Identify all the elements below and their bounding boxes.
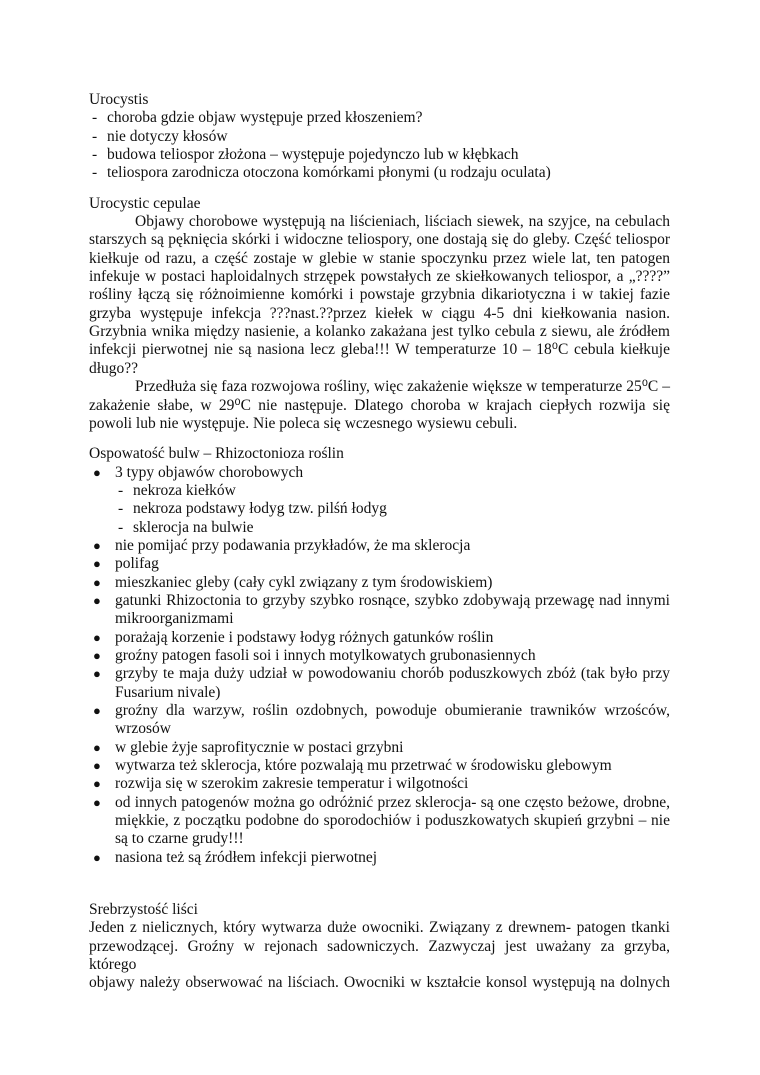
list-item-text: mieszkaniec gleby (cały cykl związany z tym środowiskiem) — [115, 573, 493, 591]
list-item-text: nekroza kiełków — [133, 481, 236, 499]
spacer — [89, 183, 670, 195]
list-item-text: groźny patogen fasoli soi i innych motylkowatych grubonasiennych — [115, 646, 536, 664]
document-page — [89, 91, 670, 993]
dash-marker: - — [92, 109, 98, 127]
paragraph-line: starszych są pęknięcia skórki i widoczne teliospory, one dostają się do gleby. Część teliospor — [89, 231, 670, 249]
bullet-list-item — [89, 849, 670, 867]
paragraph-line: objawy należy obserwować na liściach. Owocniki w kształcie konsol występują na dolnych — [89, 974, 670, 992]
section-heading: Urocystic cepulae — [89, 194, 201, 212]
list-item-text: 3 typy objawów chorobowych — [115, 463, 304, 481]
paragraph-line: Objawy chorobowe występują na liścieniach, liściach siewek, na szyjce, na cebulach — [135, 213, 670, 231]
bullet-icon: ● — [93, 647, 101, 663]
dash-marker: - — [118, 481, 124, 499]
bullet-list-item — [89, 464, 670, 482]
bullet-list-item — [89, 537, 670, 555]
list-item-text: choroba gdzie objaw występuje przed kłoszeniem? — [107, 109, 423, 127]
dash-marker: - — [118, 500, 124, 518]
paragraph-line: długo?? — [89, 359, 139, 377]
dash-list-item — [89, 146, 670, 164]
paragraph-line: zakażenie słabe, w 29⁰C nie następuje. Dlatego choroba w krajach ciepłych rozwija się — [89, 396, 670, 414]
paragraph-line: rośliny łączą się różnoimienne komórki i powstaje grzybnia dikariotyczna i w takiej fazie — [89, 286, 670, 304]
list-item-text: wrzosów — [115, 720, 171, 738]
bullet-icon: ● — [93, 739, 101, 755]
list-item-text: w glebie żyje saprofitycznie w postaci grzybni — [115, 738, 404, 756]
paragraph-line: infekcji pierwotnej nie są nasiona lecz gleba!!! W temperaturze 10 – 18⁰C cebula kiełkuje — [89, 341, 670, 359]
paragraph-line: grzyba występuje infekcja ???nast.??przez kiełek w ciągu 4-5 dni kiełkowania nasion. — [89, 304, 670, 322]
sub-list-item — [89, 500, 670, 518]
paragraph — [89, 919, 670, 992]
list-item-text: budowa teliospor złożona – występuje pojedynczo lub w kłębkach — [107, 146, 519, 164]
paragraph-line: Grzybnia wnika między nasienie, a kolanko zakażana jest tylko cebula z siewu, ale źródłem — [89, 323, 670, 341]
list-item-text: sklerocja na bulwie — [133, 518, 254, 536]
list-item-text: mikroorganizmami — [115, 610, 234, 628]
bullet-icon: ● — [93, 758, 101, 774]
bullet-list-item — [89, 647, 670, 665]
bullet-icon: ● — [93, 629, 101, 645]
list-item-text: wytwarza też sklerocja, które pozwalają mu przetrwać w środowisku glebowym — [115, 757, 612, 775]
bullet-list-item — [89, 775, 670, 793]
list-item-text: od innych patogenów można go odróżnić przez sklerocja- są one często beżowe, drobne, — [115, 793, 670, 811]
spacer — [89, 433, 670, 445]
dash-marker: - — [92, 146, 98, 164]
section-heading: Urocystis — [89, 91, 149, 108]
list-item-text: nekroza podstawy łodyg tzw. pilśń łodyg — [133, 500, 387, 518]
list-item-text: rozwija się w szerokim zakresie temperatur i wilgotności — [115, 775, 469, 793]
bullet-list-item — [89, 592, 670, 629]
list-item-text: porażają korzenie i podstawy łodyg różnych gatunków roślin — [115, 628, 494, 646]
section-heading: Ospowatość bulw – Rhizoctonioza roślin — [89, 445, 344, 463]
list-item-text: teliospora zarodnicza otoczona komórkami płonymi (u rodzaju oculata) — [107, 164, 551, 182]
bullet-list-item — [89, 665, 670, 702]
paragraph-line: infekuje w postaci haploidalnych strzępek powstałych ze skiełkowanych teliospor, a „????” — [89, 268, 670, 286]
list-item-text: nie pomijać przy podawania przykładów, że ma sklerocja — [115, 536, 471, 554]
list-item-text: są to czarne grudy!!! — [115, 830, 244, 848]
bullet-icon: ● — [93, 537, 101, 553]
bullet-icon: ● — [93, 776, 101, 792]
bullet-icon: ● — [93, 666, 101, 682]
list-item-text: polifag — [115, 555, 159, 573]
bullet-list-item — [89, 555, 670, 573]
dash-list-item — [89, 128, 670, 146]
dash-marker: - — [118, 518, 124, 536]
bullet-icon: ● — [93, 556, 101, 572]
paragraph-line: Przedłuża się faza rozwojowa rośliny, więc zakażenie większe w temperaturze 25⁰C – — [135, 378, 670, 396]
bullet-list-item — [89, 739, 670, 757]
sub-list-item — [89, 519, 670, 537]
bullet-icon: ● — [93, 464, 101, 480]
bullet-list-item — [89, 757, 670, 775]
spacer — [89, 867, 670, 901]
list-item-text: nie dotyczy kłosów — [107, 127, 228, 145]
bullet-icon: ● — [93, 592, 101, 608]
bullet-list-item — [89, 794, 670, 849]
bullet-list — [89, 464, 670, 868]
bullet-icon: ● — [93, 849, 101, 865]
list-item-text: nasiona też są źródłem infekcji pierwotnej — [115, 848, 378, 866]
dash-marker: - — [92, 127, 98, 145]
list-item-text: Fusarium nivale) — [115, 683, 221, 701]
paragraph-line: kiełkuje od razu, a część zostaje w glebie w stanie spoczynku przez wiele lat, ten patogen — [89, 249, 670, 267]
list-item-text: grzyby te maja duży udział w powodowaniu chorób poduszkowych zbóż (tak było przy — [115, 665, 670, 683]
list-item-text: miękkie, z początku podobne do sporodochiów i poduszkowatych skupień grzybni – nie — [115, 812, 670, 830]
sub-list-item — [89, 482, 670, 500]
paragraph-line: przewodzącej. Groźny w rejonach sadowniczych. Zazwyczaj jest uważany za grzyba, którego — [89, 937, 670, 974]
bullet-list-item — [89, 574, 670, 592]
list-item-text: groźny dla warzyw, roślin ozdobnych, powoduje obumieranie trawników wrzośców, — [115, 702, 670, 719]
dash-list-item — [89, 164, 670, 182]
bullet-icon: ● — [93, 703, 101, 718]
bullet-icon: ● — [93, 574, 101, 590]
dash-marker: - — [92, 164, 98, 182]
paragraph — [89, 378, 670, 433]
bullet-list-item — [89, 702, 670, 739]
dash-list — [89, 109, 670, 182]
list-item-text: gatunki Rhizoctonia to grzyby szybko rosnące, szybko zdobywają przewagę nad innymi — [115, 591, 670, 609]
bullet-icon: ● — [93, 794, 101, 810]
section-heading: Srebrzystość liści — [89, 901, 198, 919]
bullet-list-item — [89, 629, 670, 647]
dash-list-item — [89, 109, 670, 127]
paragraph-line: powoli lub nie występuje. Nie poleca się wczesnego wysiewu cebuli. — [89, 414, 518, 432]
paragraph-line: Jeden z nielicznych, który wytwarza duże owocniki. Związany z drewnem- patogen tkanki — [89, 919, 670, 937]
paragraph — [89, 213, 670, 378]
